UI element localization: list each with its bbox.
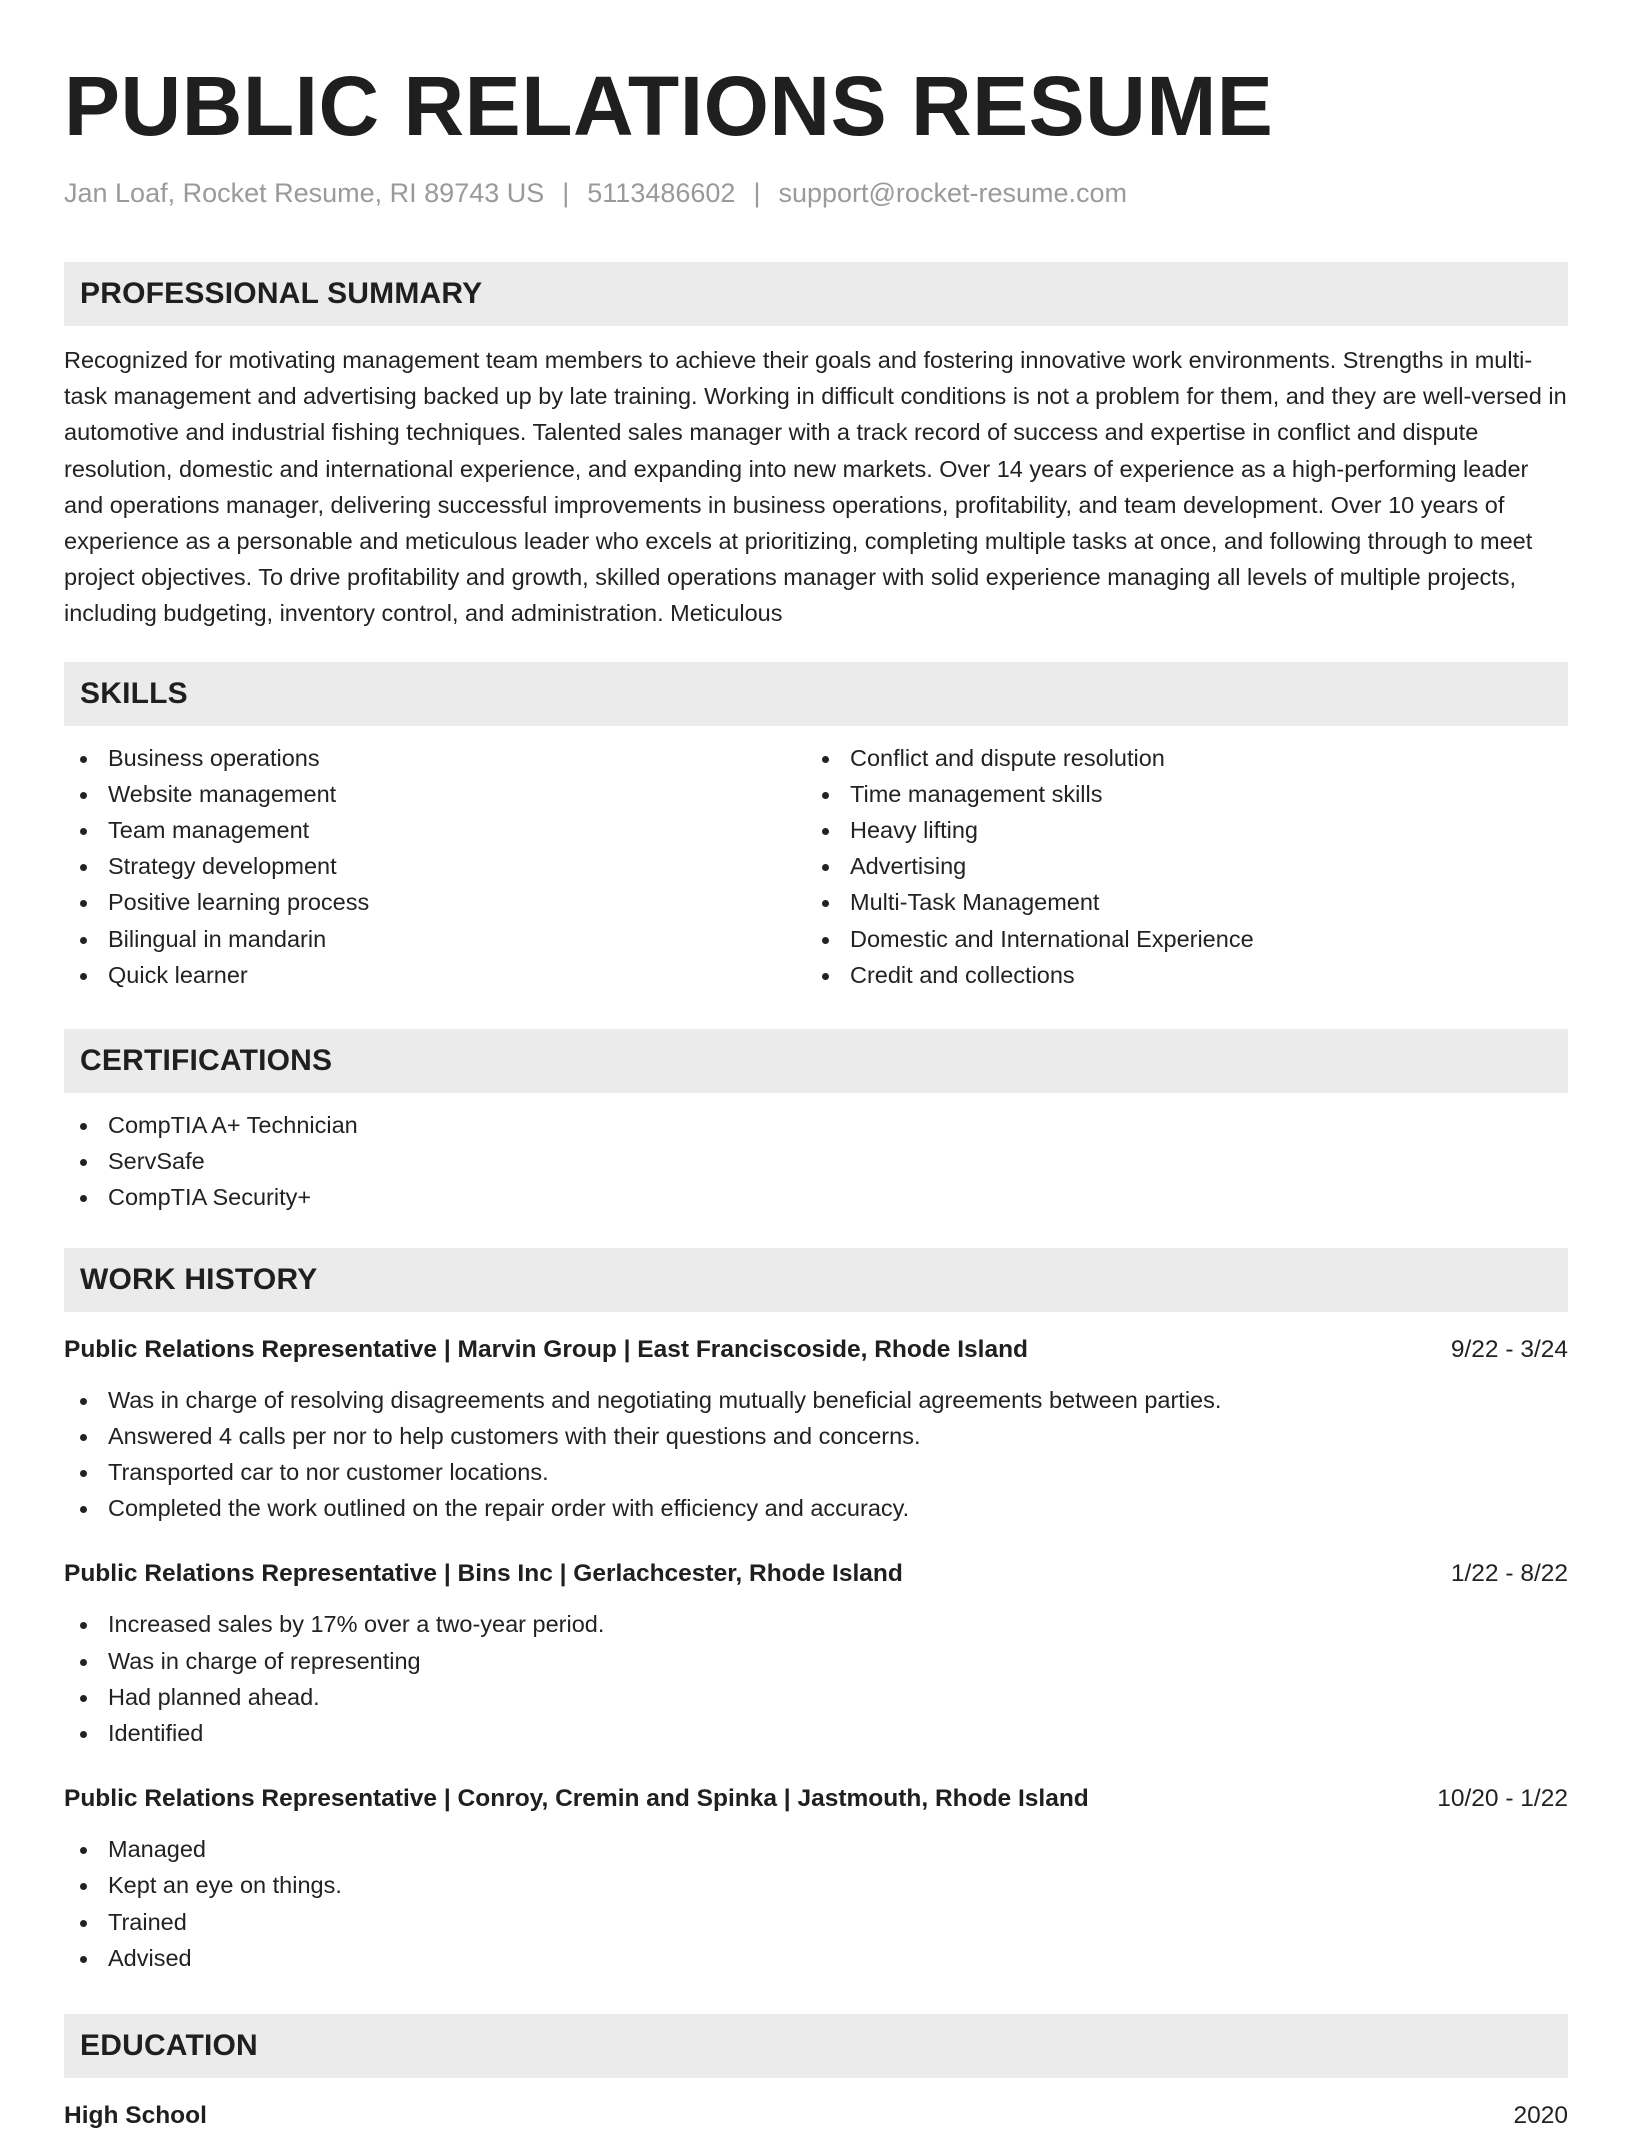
job-bullet: Was in charge of representing bbox=[64, 1643, 1568, 1679]
skills-grid bbox=[64, 740, 1568, 993]
certifications-list bbox=[64, 1107, 1568, 1216]
section-header-skills: SKILLS bbox=[64, 662, 1568, 726]
job-bullet: Identified bbox=[64, 1715, 1568, 1751]
job-entry bbox=[64, 1332, 1568, 1527]
skill-item: Positive learning process bbox=[64, 884, 806, 920]
skill-item: Bilingual in mandarin bbox=[64, 921, 806, 957]
job-title: Public Relations Representative | Bins Inc | Gerlachcester, Rhode Island bbox=[64, 1560, 903, 1588]
certification-item: ServSafe bbox=[64, 1143, 1568, 1179]
section-header-work-history: WORK HISTORY bbox=[64, 1248, 1568, 1312]
skill-item: Domestic and International Experience bbox=[806, 921, 1548, 957]
skill-item: Multi-Task Management bbox=[806, 884, 1548, 920]
job-dates: 1/22 - 8/22 bbox=[1450, 1560, 1568, 1588]
job-bullet: Increased sales by 17% over a two-year period. bbox=[64, 1606, 1568, 1642]
contact-line bbox=[64, 176, 1568, 210]
job-bullets bbox=[64, 1382, 1568, 1527]
contact-email: support@rocket-resume.com bbox=[778, 178, 1127, 208]
skill-item: Business operations bbox=[64, 740, 806, 776]
skills-list-left bbox=[64, 740, 806, 993]
skill-item: Website management bbox=[64, 776, 806, 812]
contact-separator: | bbox=[562, 178, 570, 208]
job-bullet: Was in charge of resolving disagreements and negotiating mutually beneficial agreements between parties. bbox=[64, 1382, 1568, 1418]
skill-item: Quick learner bbox=[64, 957, 806, 993]
job-header bbox=[64, 1332, 1568, 1368]
skill-item: Heavy lifting bbox=[806, 812, 1548, 848]
job-bullet: Answered 4 calls per nor to help customers with their questions and concerns. bbox=[64, 1418, 1568, 1454]
skills-list-right bbox=[806, 740, 1548, 993]
job-bullets bbox=[64, 1831, 1568, 1976]
section-header-education: EDUCATION bbox=[64, 2014, 1568, 2078]
resume-title: PUBLIC RELATIONS RESUME bbox=[64, 59, 1274, 153]
job-bullets bbox=[64, 1606, 1568, 1751]
job-bullet: Transported car to nor customer locations. bbox=[64, 1454, 1568, 1490]
job-bullet: Kept an eye on things. bbox=[64, 1867, 1568, 1903]
skill-item: Advertising bbox=[806, 848, 1548, 884]
certification-item: CompTIA Security+ bbox=[64, 1179, 1568, 1215]
skill-item: Time management skills bbox=[806, 776, 1548, 812]
job-bullet: Completed the work outlined on the repair order with efficiency and accuracy. bbox=[64, 1490, 1568, 1526]
job-bullet: Trained bbox=[64, 1904, 1568, 1940]
job-header bbox=[64, 1556, 1568, 1592]
job-header bbox=[64, 1781, 1568, 1817]
skill-item: Conflict and dispute resolution bbox=[806, 740, 1548, 776]
job-dates: 9/22 - 3/24 bbox=[1450, 1335, 1568, 1363]
job-bullet: Had planned ahead. bbox=[64, 1679, 1568, 1715]
education-entry bbox=[64, 2098, 1568, 2134]
skill-item: Credit and collections bbox=[806, 957, 1548, 993]
section-header-summary: PROFESSIONAL SUMMARY bbox=[64, 262, 1568, 326]
job-dates: 10/20 - 1/22 bbox=[1437, 1785, 1568, 1813]
contact-separator: | bbox=[753, 178, 761, 208]
job-title: Public Relations Representative | Conroy, Cremin and Spinka | Jastmouth, Rhode Island bbox=[64, 1785, 1089, 1813]
certification-item: CompTIA A+ Technician bbox=[64, 1107, 1568, 1143]
summary-text: Recognized for motivating management team members to achieve their goals and fostering innovative work environments. Strengths in multi-task management and advertising backed up by late training. Working in difficult conditions is not a problem for them, and they are well-versed in automotive and industrial fishing techniques. Talented sales manager with a track record of success and expertise in conflict and dispute resolution, domestic and international experience, and expanding into new markets. Over 14 years of experience as a high-performing leader and operations manager, delivering successful improvements in business operations, profitability, and team development. Over 10 years of experience as a personable and meticulous leader who excels at prioritizing, completing multiple tasks at once, and following through to meet project objectives. To drive profitability and growth, skilled operations manager with solid experience managing all levels of multiple projects, including budgeting, inventory control, and administration. Meticulous bbox=[64, 347, 1567, 627]
skill-item: Team management bbox=[64, 812, 806, 848]
contact-address: Jan Loaf, Rocket Resume, RI 89743 US bbox=[64, 178, 545, 208]
contact-phone: 5113486602 bbox=[587, 178, 736, 208]
skill-item: Strategy development bbox=[64, 848, 806, 884]
job-bullet: Managed bbox=[64, 1831, 1568, 1867]
section-header-certifications: CERTIFICATIONS bbox=[64, 1029, 1568, 1093]
job-entry bbox=[64, 1781, 1568, 1976]
job-bullet: Advised bbox=[64, 1940, 1568, 1976]
job-title: Public Relations Representative | Marvin Group | East Franciscoside, Rhode Island bbox=[64, 1335, 1029, 1363]
education-year: 2020 bbox=[1513, 2102, 1568, 2130]
job-entry bbox=[64, 1556, 1568, 1751]
education-school: High School bbox=[64, 2102, 207, 2130]
